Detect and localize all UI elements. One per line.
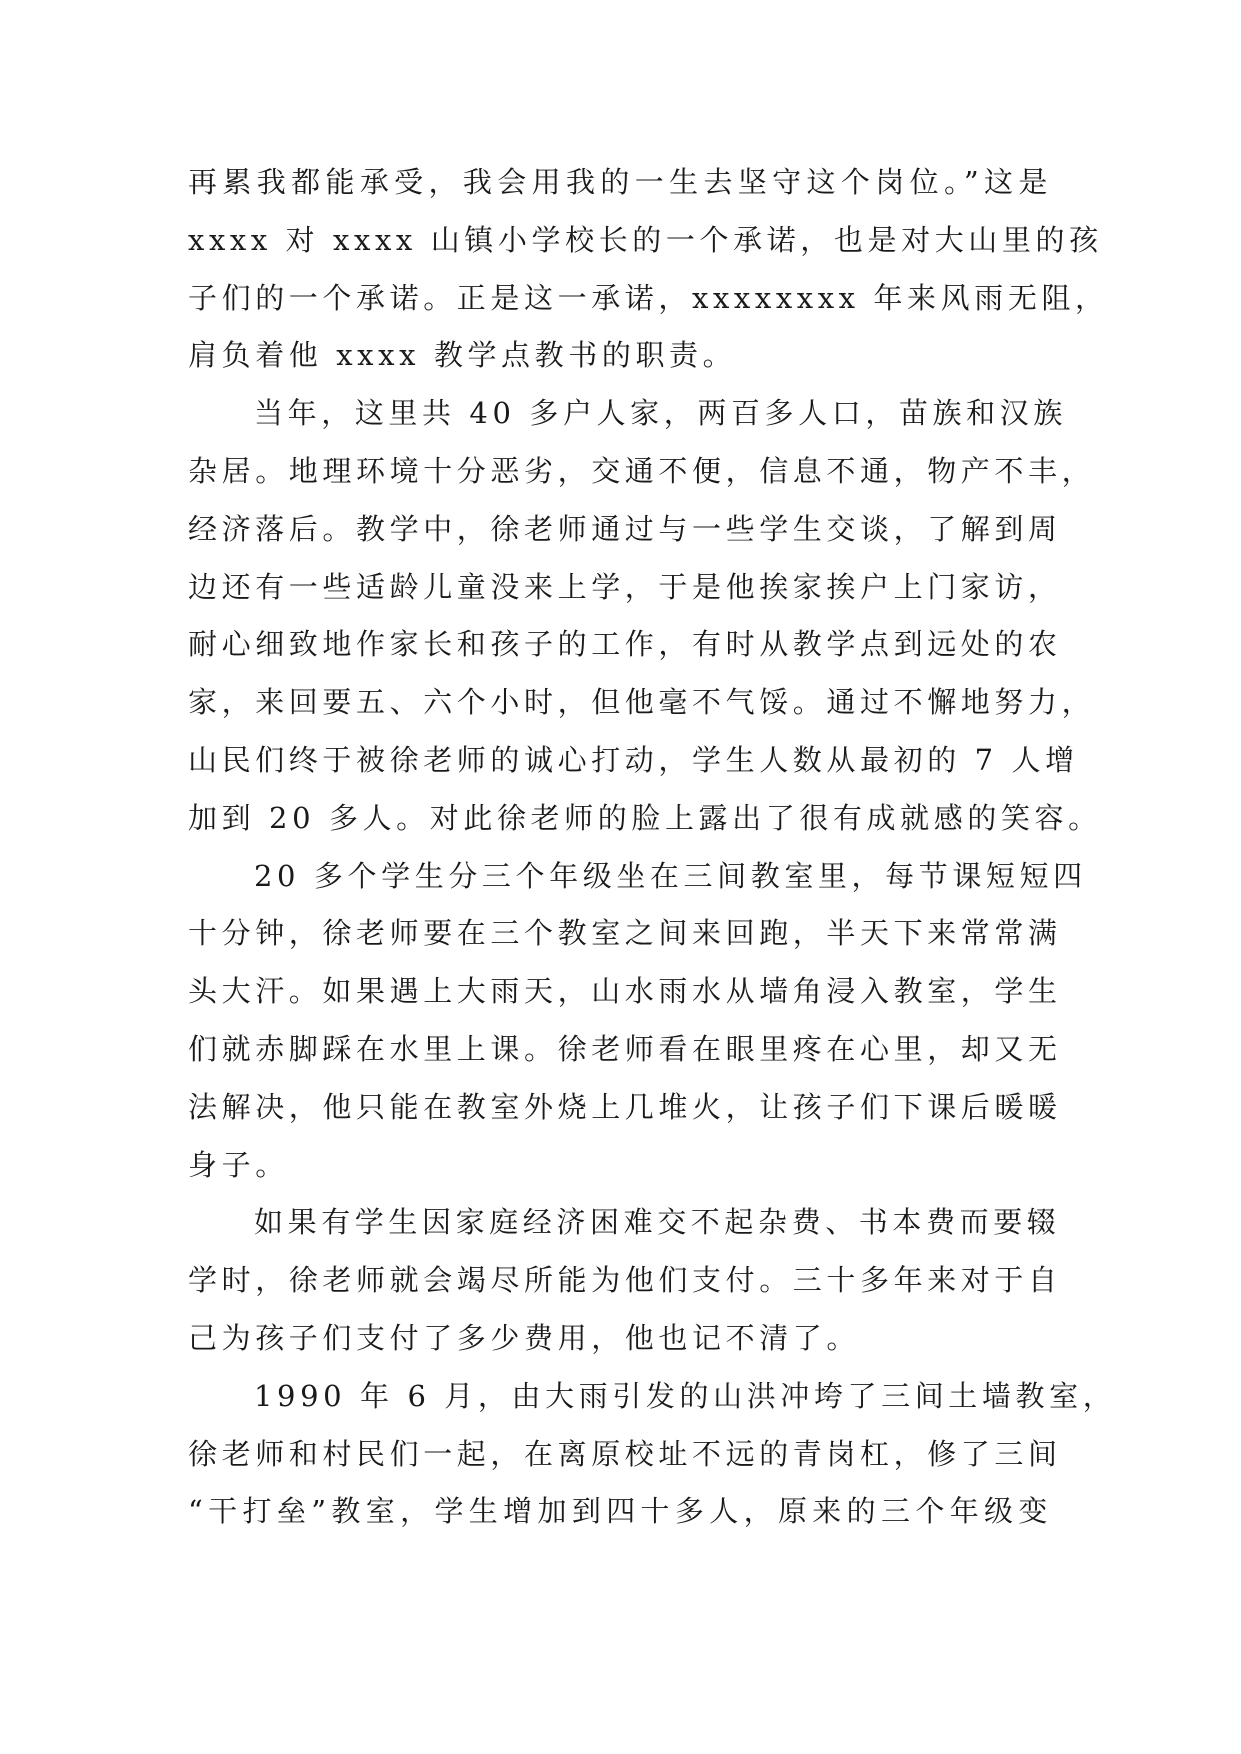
paragraph-2-line-5: 耐心细致地作家长和孩子的工作，有时从教学点到远处的农: [188, 627, 1062, 662]
paragraph-1-line-2: xxxx 对 xxxx 山镇小学校长的一个承诺，也是对大山里的孩: [188, 222, 1103, 257]
paragraph-1-line-3: 子们的一个承诺。正是这一承诺，xxxxxxxx 年来风雨无阻，: [188, 280, 1109, 315]
paragraph-2-line-4: 边还有一些适龄儿童没来上学，于是他挨家挨户上门家访，: [188, 569, 1062, 604]
paragraph-4-line-3: 己为孩子们支付了多少费用，他也记不清了。: [188, 1320, 861, 1355]
paragraph-1-line-4: 肩负着他 xxxx 教学点教书的职责。: [188, 338, 737, 373]
paragraph-2-line-1: 当年，这里共 40 多户人家，两百多人口，苗族和汉族: [254, 396, 1067, 431]
paragraph-3-line-4: 们就赤脚踩在水里上课。徐老师看在眼里疼在心里，却又无: [188, 1031, 1062, 1066]
paragraph-4-line-2: 学时，徐老师就会竭尽所能为他们支付。三十多年来对于自: [188, 1263, 1062, 1298]
paragraph-3-line-1: 20 多个学生分三个年级坐在三间教室里，每节课短短四: [254, 858, 1087, 893]
paragraph-5-line-3: “干打垒”教室，学生增加到四十多人，原来的三个年级变: [188, 1494, 1052, 1529]
paragraph-2-line-2: 杂居。地理环境十分恶劣，交通不便，信息不通，物产不丰，: [188, 453, 1096, 488]
document-body: [188, 154, 1117, 1541]
paragraph-2-line-6: 家，来回要五、六个小时，但他毫不气馁。通过不懈地努力，: [188, 685, 1096, 720]
paragraph-3-line-3: 头大汗。如果遇上大雨天，山水雨水从墙角浸入教室，学生: [188, 974, 1062, 1009]
paragraph-3-line-2: 十分钟，徐老师要在三个教室之间来回跑，半天下来常常满: [188, 916, 1062, 951]
paragraph-3-line-6: 身子。: [188, 1147, 289, 1182]
paragraph-5-line-2: 徐老师和村民们一起，在离原校址不远的青岗杠，修了三间: [188, 1436, 1062, 1471]
paragraph-2-line-7: 山民们终于被徐老师的诚心打动，学生人数从最初的 7 人增: [188, 742, 1079, 777]
paragraph-2-line-8: 加到 20 多人。对此徐老师的脸上露出了很有成就感的笑容。: [188, 800, 1102, 835]
paragraph-3-line-5: 法解决，他只能在教室外烧上几堆火，让孩子们下课后暖暖: [188, 1089, 1062, 1124]
paragraph-5-line-1: 1990 年 6 月，由大雨引发的山洪冲垮了三间土墙教室，: [254, 1378, 1117, 1413]
paragraph-2-line-3: 经济落后。教学中，徐老师通过与一些学生交谈，了解到周: [188, 511, 1062, 546]
paragraph-1-line-1: 再累我都能承受，我会用我的一生去坚守这个岗位。”这是: [188, 165, 1052, 199]
paragraph-4-line-1: 如果有学生因家庭经济困难交不起杂费、书本费而要辍: [254, 1205, 1061, 1240]
